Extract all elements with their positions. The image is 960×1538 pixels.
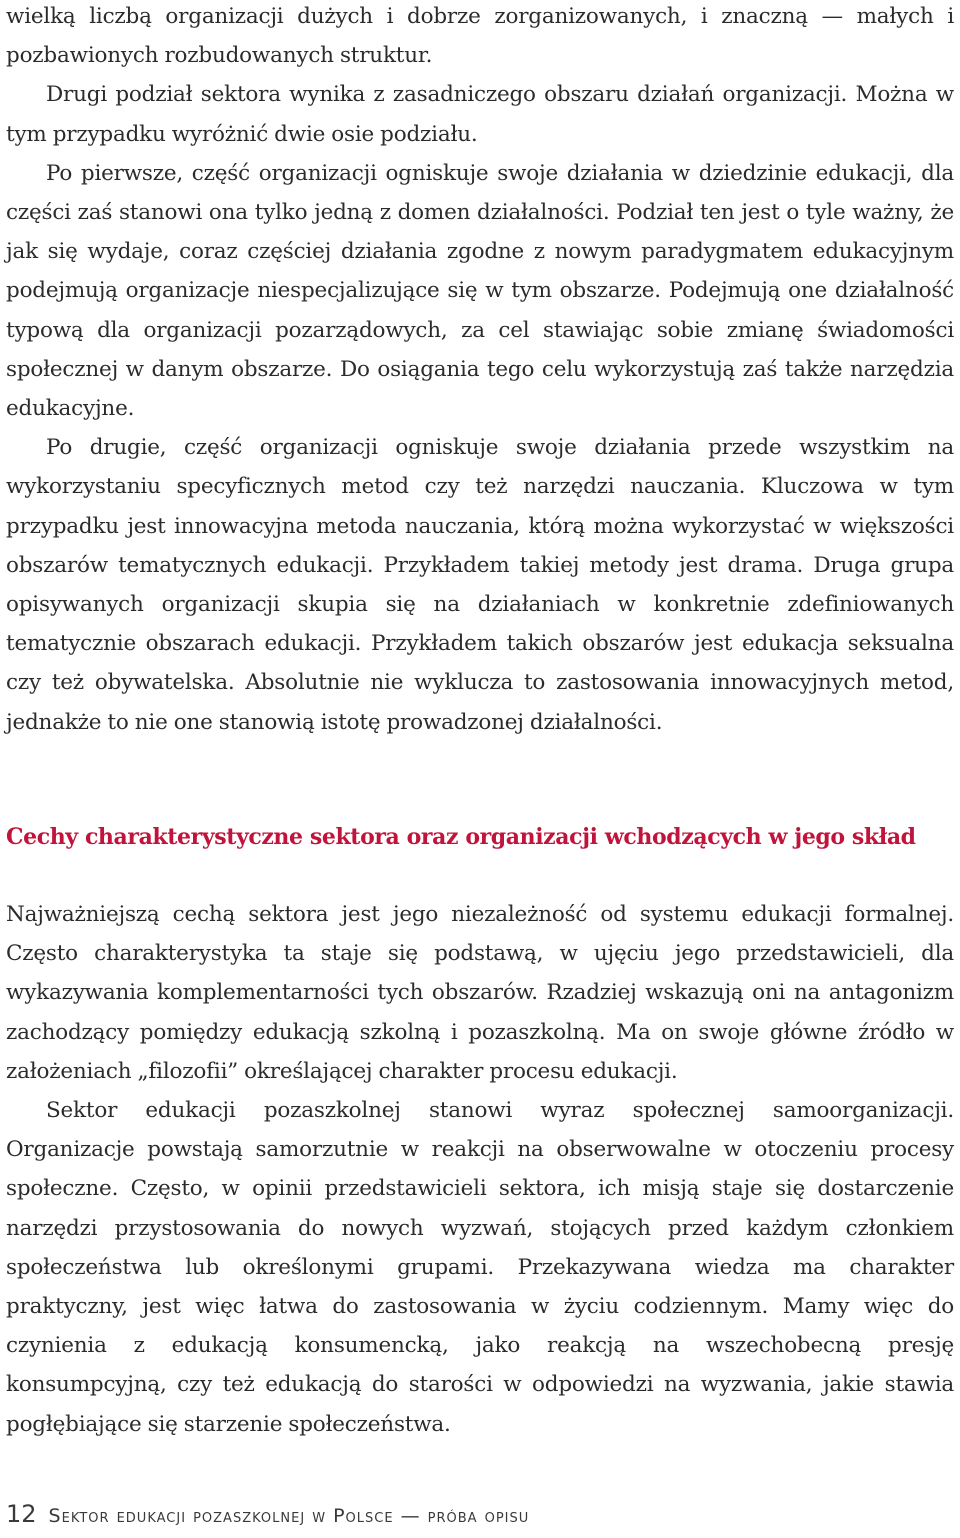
paragraph-self-organization: Sektor edukacji pozaszkolnej stanowi wyraz społecznej samoorganizacji. Organizacje powstają samorzutnie w reakcji na obserwowalne w otoczeniu procesy społeczne. Często, w opinii przedstawicieli sektora, ich misją staje się dostarczenie narzędzi przystosowania do nowych wyzwań, stojących przed każdym członkiem społeczeństwa lub określonymi grupami. Przekazywana wiedza ma charakter praktyczny, jest więc łatwa do zastosowania w życiu codziennym. Mamy więc do czynienia z edukacją konsumencką, jako reakcją na wszechobecną presję konsumpcyjną, czy też edukacją do starości w odpowiedzi na wyzwania, jakie stawia pogłębiające się starzenie społeczeństwa. <box>6 1098 954 1437</box>
paragraph-division: Drugi podział sektora wynika z zasadniczego obszaru działań organizacji. Można w tym przypadku wyróżnić dwie osie podziału. <box>6 82 954 147</box>
text-block-intro <box>6 0 954 742</box>
page-footer <box>6 1500 954 1538</box>
paragraph-continuation: wielką liczbą organizacji dużych i dobrze zorganizowanych, i znaczną — małych i pozbawionych rozbudowanych struktur. <box>6 4 954 69</box>
paragraph-second-axis: Po drugie, część organizacji ogniskuje swoje działania przede wszystkim na wykorzystaniu specyficznych metod czy też narzędzi nauczania. Kluczowa w tym przypadku jest innowacyjna metoda nauczania, którą można wykorzystać w większości obszarów tematycznych edukacji. Przykładem takiej metody jest drama. Druga grupa opisywanych organizacji skupia się na działaniach w konkretnie zdefiniowanych tematycznie obszarach edukacji. Przykładem takich obszarów jest edukacja seksualna czy też obywatelska. Absolutnie nie wyklucza to zastosowania innowacyjnych metod, jednakże to nie one stanowią istotę prowadzonej działalności. <box>6 435 954 735</box>
section-heading: Cechy charakterystyczne sektora oraz organizacji wchodzących w jego skład <box>6 824 916 850</box>
running-title: Sektor edukacji pozaszkolnej w Polsce — próba opisu <box>48 1505 530 1527</box>
text-block-characteristics <box>6 895 954 1444</box>
page-number: 12 <box>6 1500 37 1528</box>
paragraph-independence: Najważniejszą cechą sektora jest jego niezależność od systemu edukacji formalnej. Często charakterystyka ta staje się podstawą, w ujęciu jego przedstawicieli, dla wykazywania komplementarności tych obszarów. Rzadziej wskazują oni na antagonizm zachodzący pomiędzy edukacją szkolną i pozaszkolną. Ma on swoje główne źródło w założeniach „filozofii” określającej charakter procesu edukacji. <box>6 902 954 1084</box>
paragraph-first-axis: Po pierwsze, część organizacji ogniskuje swoje działania w dziedzinie edukacji, dla części zaś stanowi ona tylko jedną z domen działalności. Podział ten jest o tyle ważny, że jak się wydaje, coraz częściej działania zgodne z nowym paradygmatem edukacyjnym podejmują organizacje niespecjalizujące się w tym obszarze. Podejmują one działalność typową dla organizacji pozarządowych, za cel stawiając sobie zmianę świadomości społecznej w danym obszarze. Do osiągania tego celu wykorzystują zaś także narzędzia edukacyjne. <box>6 160 954 422</box>
